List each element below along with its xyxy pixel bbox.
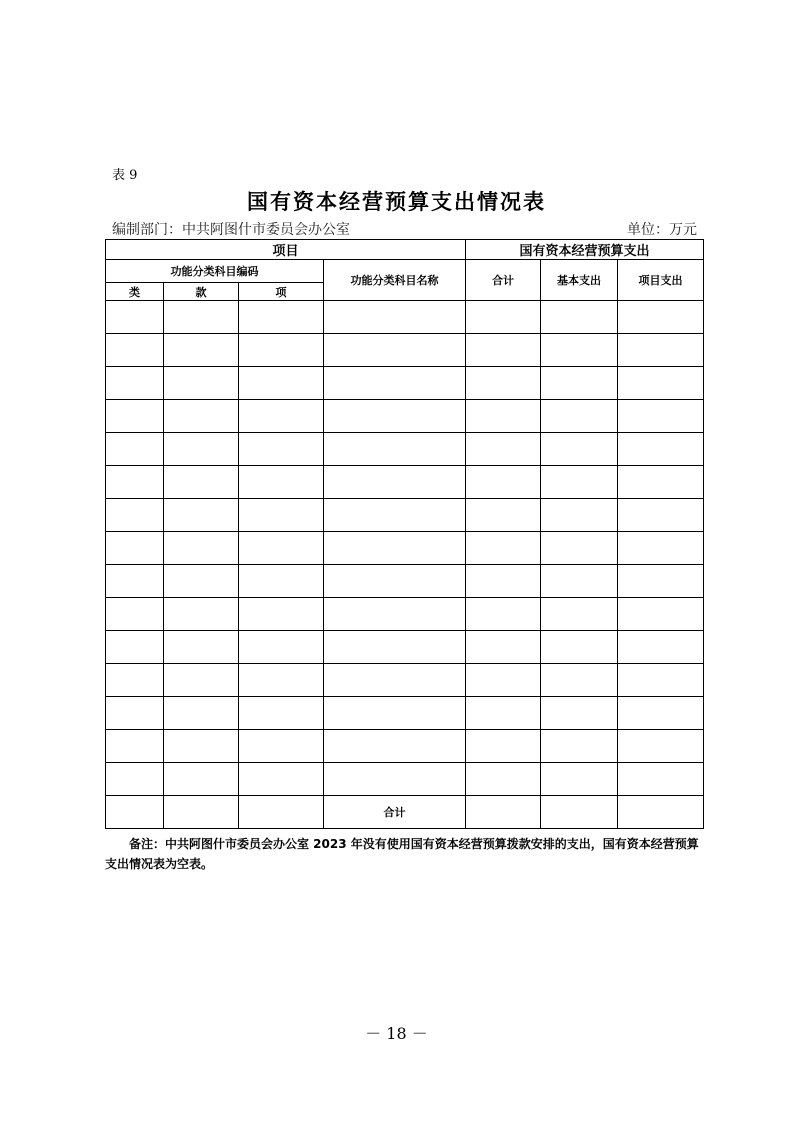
table-cell	[164, 532, 239, 565]
table-cell	[239, 367, 324, 400]
table-cell	[164, 433, 239, 466]
table-cell	[618, 796, 704, 829]
table-cell	[239, 466, 324, 499]
table-cell	[618, 631, 704, 664]
table-cell	[324, 466, 466, 499]
table-cell	[541, 664, 618, 697]
table-cell	[239, 631, 324, 664]
table-row	[106, 367, 704, 400]
table-cell	[466, 631, 541, 664]
table-cell	[106, 631, 164, 664]
header-row-1	[106, 240, 704, 260]
total-row-label: 合计	[324, 796, 466, 829]
table-cell	[466, 433, 541, 466]
table-cell	[106, 664, 164, 697]
table-row	[106, 532, 704, 565]
table-cell	[541, 631, 618, 664]
table-cell	[541, 763, 618, 796]
table-cell	[239, 400, 324, 433]
table-cell	[324, 499, 466, 532]
note	[105, 834, 703, 874]
col-name-header: 功能分类科目名称	[324, 260, 466, 301]
table-row	[106, 631, 704, 664]
col-total-header: 合计	[466, 260, 541, 301]
table-cell	[106, 466, 164, 499]
table-cell	[618, 301, 704, 334]
table-cell	[618, 565, 704, 598]
table-cell	[466, 565, 541, 598]
table-cell	[324, 532, 466, 565]
table-cell	[541, 400, 618, 433]
table-cell	[164, 334, 239, 367]
table-cell	[106, 763, 164, 796]
table-cell	[164, 466, 239, 499]
table-cell	[106, 697, 164, 730]
table-cell	[106, 499, 164, 532]
table-cell	[324, 598, 466, 631]
table-cell	[324, 400, 466, 433]
table-cell	[239, 697, 324, 730]
table-row	[106, 565, 704, 598]
table-cell	[324, 367, 466, 400]
table-cell	[239, 532, 324, 565]
table-cell	[541, 532, 618, 565]
table-cell	[466, 796, 541, 829]
table-row	[106, 664, 704, 697]
table-cell	[541, 367, 618, 400]
table-cell	[541, 565, 618, 598]
table-cell	[541, 499, 618, 532]
page-number: － 18 －	[365, 1024, 428, 1043]
table-cell	[239, 598, 324, 631]
table-cell	[239, 565, 324, 598]
table-cell	[618, 730, 704, 763]
table-cell	[466, 763, 541, 796]
table-cell	[239, 499, 324, 532]
table-cell	[618, 598, 704, 631]
table-cell	[466, 466, 541, 499]
table-cell	[541, 334, 618, 367]
table-cell	[164, 598, 239, 631]
table-cell	[324, 565, 466, 598]
table-cell	[106, 532, 164, 565]
table-cell	[541, 796, 618, 829]
table-cell	[466, 598, 541, 631]
table-row	[106, 400, 704, 433]
table-cell	[106, 796, 164, 829]
table-row	[106, 301, 704, 334]
table-cell	[164, 763, 239, 796]
table-cell	[618, 664, 704, 697]
table-cell	[164, 400, 239, 433]
table-cell	[466, 400, 541, 433]
table-cell	[618, 499, 704, 532]
table-cell	[541, 433, 618, 466]
table-cell	[618, 763, 704, 796]
table-cell	[541, 598, 618, 631]
table-cell	[106, 400, 164, 433]
table-cell	[239, 334, 324, 367]
table-cell	[466, 697, 541, 730]
table-cell	[239, 796, 324, 829]
table-cell	[164, 631, 239, 664]
table-cell	[466, 664, 541, 697]
table-cell	[106, 730, 164, 763]
table-label: 表 9	[112, 168, 138, 183]
table-cell	[618, 400, 704, 433]
col-basic-header: 基本支出	[541, 260, 618, 301]
table-cell	[618, 532, 704, 565]
table-row	[106, 499, 704, 532]
table-cell	[164, 301, 239, 334]
table-row	[106, 466, 704, 499]
table-cell	[164, 697, 239, 730]
table-cell	[618, 697, 704, 730]
table-cell	[164, 664, 239, 697]
table-row	[106, 697, 704, 730]
note-text: 备注：中共阿图什市委员会办公室 2023 年没有使用国有资本经营预算拨款安排的支出，国有资本经营预算支出情况表为空表。	[105, 837, 699, 871]
table-cell	[239, 301, 324, 334]
table-cell	[541, 697, 618, 730]
table-row	[106, 763, 704, 796]
table-cell	[106, 598, 164, 631]
table-cell	[541, 466, 618, 499]
total-row	[106, 796, 704, 829]
unit-label: 单位：万元	[627, 222, 697, 238]
table-cell	[239, 730, 324, 763]
table-cell	[466, 532, 541, 565]
table-cell	[164, 499, 239, 532]
table-cell	[164, 565, 239, 598]
col-lei-header: 类	[106, 283, 164, 301]
table-cell	[164, 730, 239, 763]
table-row	[106, 598, 704, 631]
table-cell	[106, 301, 164, 334]
table-cell	[324, 301, 466, 334]
table-cell	[324, 730, 466, 763]
col-xiang-header: 项	[239, 283, 324, 301]
table-cell	[106, 334, 164, 367]
table-row	[106, 730, 704, 763]
col-project-header: 项目支出	[618, 260, 704, 301]
table-cell	[324, 697, 466, 730]
header-row-2	[106, 260, 704, 283]
col-kuan-header: 款	[164, 283, 239, 301]
department-label: 编制部门：中共阿图什市委员会办公室	[112, 222, 350, 238]
table-cell	[106, 367, 164, 400]
table-cell	[324, 433, 466, 466]
table-row	[106, 334, 704, 367]
code-group-header: 功能分类科目编码	[106, 260, 324, 283]
table-cell	[618, 334, 704, 367]
table-cell	[618, 367, 704, 400]
group-expense-header: 国有资本经营预算支出	[466, 240, 704, 260]
table-cell	[164, 796, 239, 829]
table-cell	[466, 730, 541, 763]
table-cell	[239, 433, 324, 466]
table-cell	[618, 466, 704, 499]
table-cell	[466, 334, 541, 367]
table-cell	[106, 565, 164, 598]
table-cell	[324, 763, 466, 796]
table-cell	[541, 730, 618, 763]
table-cell	[324, 664, 466, 697]
table-cell	[239, 664, 324, 697]
group-item-header: 项目	[106, 240, 466, 260]
table-cell	[164, 367, 239, 400]
table-cell	[324, 631, 466, 664]
table-cell	[466, 499, 541, 532]
table-row	[106, 433, 704, 466]
expense-table	[105, 239, 704, 829]
table-cell	[618, 433, 704, 466]
table-cell	[239, 763, 324, 796]
table-cell	[106, 433, 164, 466]
table-cell	[541, 301, 618, 334]
page-title: 国有资本经营预算支出情况表	[247, 189, 546, 214]
table-cell	[466, 301, 541, 334]
table-cell	[324, 334, 466, 367]
table-cell	[466, 367, 541, 400]
